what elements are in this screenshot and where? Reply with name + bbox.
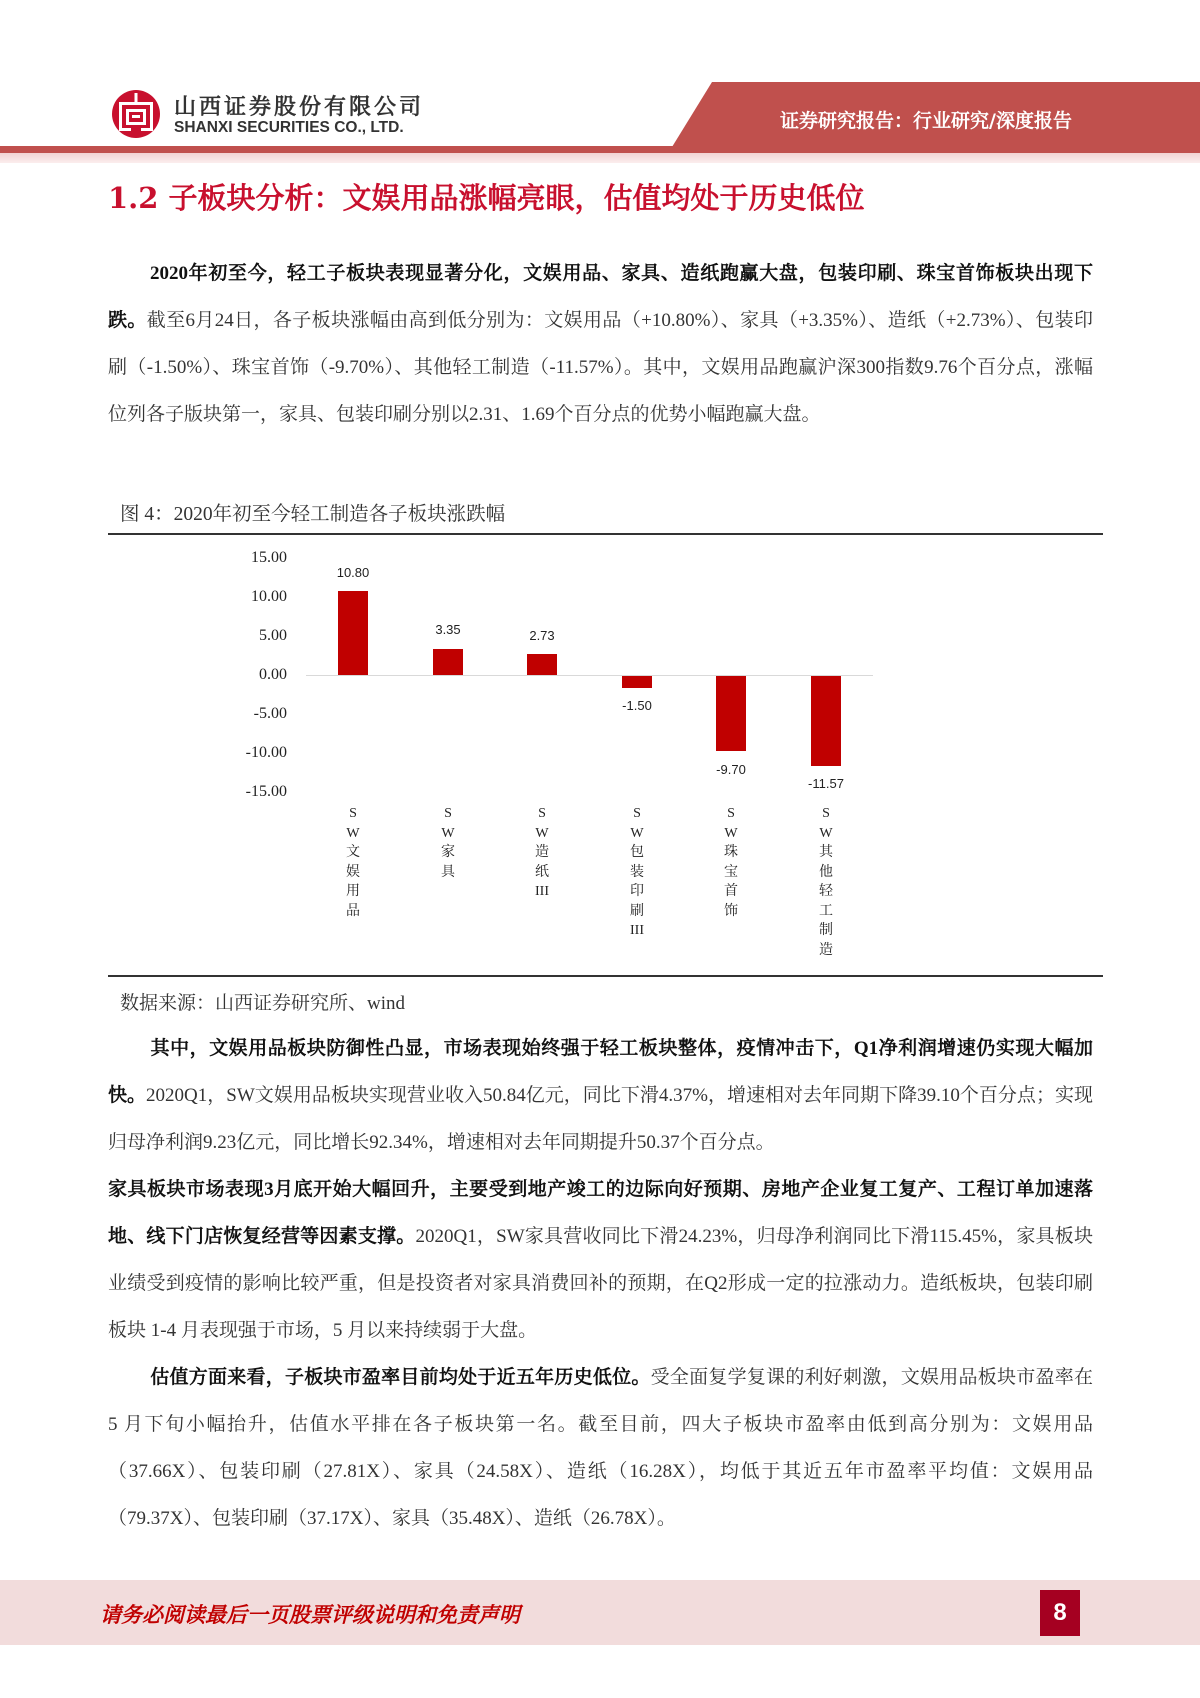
bar-wenyu: [338, 591, 368, 675]
y-tick: 5.00: [259, 627, 287, 644]
disclaimer-notice: 请务必阅读最后一页股票评级说明和免责声明: [100, 1602, 520, 1627]
y-tick: -10.00: [245, 744, 287, 761]
company-name-en: SHANXI SECURITIES CO., LTD.: [174, 119, 404, 136]
paragraph-valuation: [108, 1354, 1093, 1542]
y-tick: 0.00: [259, 666, 287, 683]
bar-jiaju: [433, 649, 463, 675]
category-label-wenyu: S W 文 娱 用 品: [346, 806, 360, 919]
category-label-zaozhi: S W 造 纸 III: [535, 806, 549, 899]
category-label-baozhuang: S W 包 装 印 刷 III: [630, 806, 644, 938]
section-title: 1.2 子板块分析：文娱用品涨幅亮眼，估值均处于历史低位: [108, 181, 865, 215]
paragraph-jiaju: [108, 1166, 1093, 1354]
data-label: -1.50: [622, 698, 652, 713]
page-number-badge: 8: [1040, 1590, 1080, 1636]
paragraph-lead: 其中，文娱用品板块防御性凸显，市场表现始终强于轻工板块整体，疫情冲击下，Q1净利润增速仍实现大幅加快。: [108, 1038, 1093, 1106]
paragraph-body: 受全面复学复课的利好刺激，文娱用品板块市盈率在 5 月下旬小幅抬升，估值水平排在各子板块第一名。截至目前，四大子板块市盈率由低到高分别为：文娱用品（37.66X）、包装印刷（27.81X）、家具（24.58X）、造纸（16.28X），均低于其近五年市盈率平均值：文娱用品（79.37X）、包装印刷（37.17X）、家具（35.48X）、造纸（26.78X）。: [108, 1367, 1093, 1529]
bar-qita: [811, 676, 841, 766]
y-tick: -15.00: [245, 783, 287, 800]
data-label: 2.73: [529, 628, 555, 643]
y-tick: 10.00: [251, 588, 287, 605]
category-label-jiaju: S W 家 具: [441, 806, 455, 880]
figure-bottom-rule: [108, 975, 1103, 977]
bar-baozhuang: [622, 676, 652, 688]
figure-source: 数据来源：山西证券研究所、wind: [120, 993, 406, 1014]
zero-axis-line: [306, 675, 873, 676]
data-label: 3.35: [435, 622, 461, 637]
bar-zaozhi: [527, 654, 557, 675]
paragraph-lead: 估值方面来看，子板块市盈率目前均处于近五年历史低位。: [150, 1367, 651, 1388]
figure-caption: 图 4：2020年初至今轻工制造各子板块涨跌幅: [120, 504, 506, 525]
company-name-cn: 山西证券股份有限公司: [174, 95, 425, 120]
bar-zhubao: [716, 676, 746, 751]
paragraph-lead: 2020年初至今，轻工子板块表现显著分化，文娱用品、家具、造纸跑赢大盘，包装印刷、珠宝首饰板块出现下跌。: [108, 263, 1093, 331]
data-label: 10.80: [336, 565, 370, 580]
category-label-qita: S W 其 他 轻 工 制 造: [819, 806, 833, 958]
paragraph-body: 截至6月24日，各子板块涨幅由高到低分别为：文娱用品（+10.80%）、家具（+3.35%）、造纸（+2.73%）、包装印刷（-1.50%）、珠宝首饰（-9.70%）、其他轻工制造（-11.57%）。其中，文娱用品跑赢沪深300指数9.76个百分点，涨幅位列各子版块第一，家具、包装印刷分别以2.31、1.69个百分点的优势小幅跑赢大盘。: [108, 310, 1093, 425]
report-type-label: 证券研究报告：行业研究/深度报告: [780, 110, 1072, 132]
y-tick: -5.00: [253, 705, 287, 722]
paragraph-lead: 家具板块市场表现3月底开始大幅回升，主要受到地产竣工的边际向好预期、房地产企业复工复产、工程订单加速落地、线下门店恢复经营等因素支撑。: [108, 1179, 1093, 1247]
y-tick: 15.00: [251, 549, 287, 566]
paragraph-body: 2020Q1，SW家具营收同比下滑24.23%，归母净利润同比下滑115.45%，家具板块业绩受到疫情的影响比较严重，但是投资者对家具消费回补的预期，在Q2形成一定的拉涨动力。造纸板块，包装印刷板块 1-4 月表现强于市场，5 月以来持续弱于大盘。: [108, 1226, 1093, 1341]
paragraph-body: 2020Q1，SW文娱用品板块实现营业收入50.84亿元，同比下滑4.37%，增速相对去年同期下降39.10个百分点；实现归母净利润9.23亿元，同比增长92.34%，增速相对去年同期提升50.37个百分点。: [108, 1085, 1093, 1153]
category-label-zhubao: S W 珠 宝 首 饰: [724, 806, 738, 919]
data-label: -9.70: [716, 762, 746, 777]
data-label: -11.57: [808, 776, 844, 791]
paragraph-wenyu: [108, 1025, 1093, 1166]
